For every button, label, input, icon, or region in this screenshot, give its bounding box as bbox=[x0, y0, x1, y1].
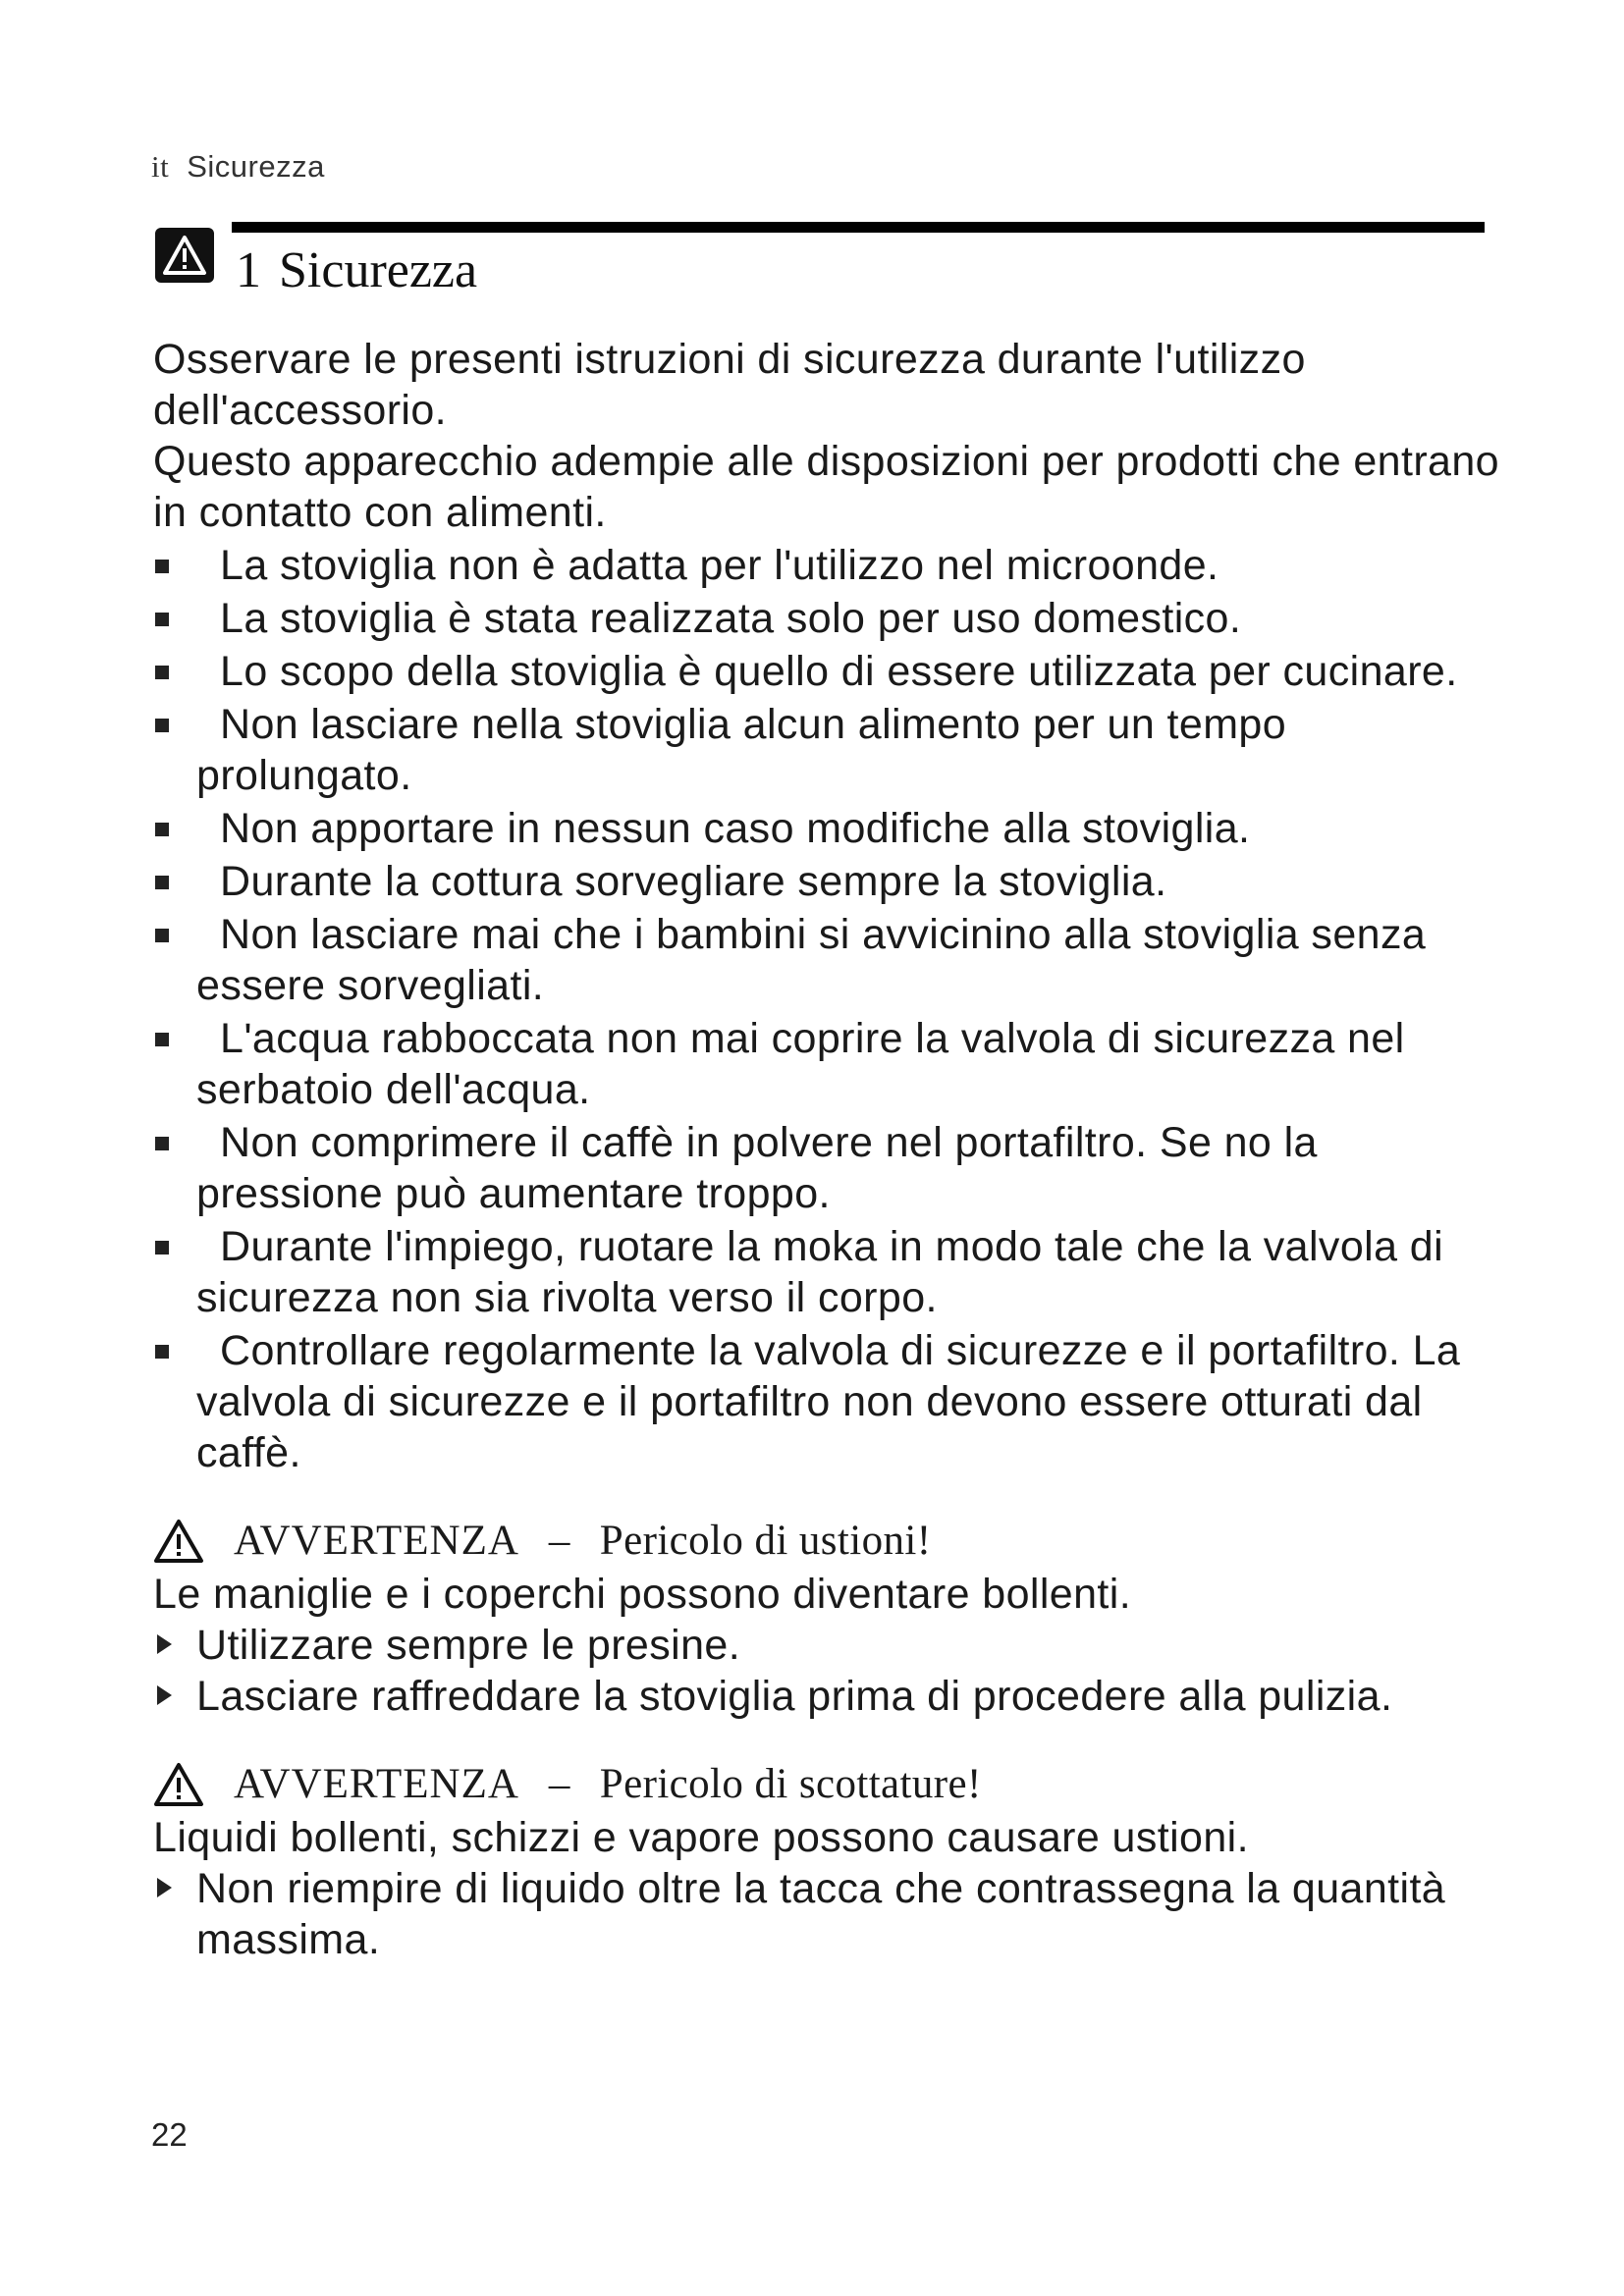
list-item: Non comprimere il caffè in polvere nel portafiltro. Se no la pressione può aumentare troppo. bbox=[153, 1117, 1508, 1219]
list-item: Durante l'impiego, ruotare la moka in modo tale che la valvola di sicurezza non sia rivolta verso il corpo. bbox=[153, 1221, 1508, 1323]
list-item: Non apportare in nessun caso modifiche alla stoviglia. bbox=[153, 803, 1508, 854]
warning-text: Le maniglie e i coperchi possono diventare bollenti. bbox=[153, 1571, 1132, 1618]
list-item: Durante la cottura sorvegliare sempre la stoviglia. bbox=[153, 856, 1508, 907]
intro-paragraph-1: Osservare le presenti istruzioni di sicurezza durante l'utilizzo dell'accessorio. bbox=[153, 336, 1306, 434]
intro-paragraph-2: Questo apparecchio adempie alle disposizioni per prodotti che entrano in contatto con alimenti. bbox=[153, 438, 1499, 536]
safety-list bbox=[153, 540, 1508, 1478]
bullet-square-icon bbox=[155, 1033, 169, 1046]
warning-dash: – bbox=[548, 1518, 570, 1564]
bullet-square-icon bbox=[155, 823, 169, 836]
bullet-square-icon bbox=[155, 1345, 169, 1359]
page-title bbox=[236, 241, 477, 299]
bullet-square-icon bbox=[155, 719, 169, 732]
list-item: Utilizzare sempre le presine. bbox=[153, 1620, 1508, 1671]
bullet-square-icon bbox=[155, 666, 169, 679]
warning-steps bbox=[153, 1620, 1508, 1722]
warning-hazard: Pericolo di scottature! bbox=[599, 1761, 982, 1807]
warning-triangle-icon bbox=[153, 1519, 204, 1564]
bullet-square-icon bbox=[155, 613, 169, 626]
list-item: L'acqua rabboccata non mai coprire la valvola di sicurezza nel serbatoio dell'acqua. bbox=[153, 1013, 1508, 1115]
warning-steps bbox=[153, 1863, 1508, 1965]
list-item: Controllare regolarmente la valvola di sicurezze e il portafiltro. La valvola di sicurezze e il portafiltro non devono essere otturati dal caffè. bbox=[153, 1325, 1508, 1478]
document-body bbox=[153, 334, 1508, 1965]
list-item: Non lasciare nella stoviglia alcun alimento per un tempo prolungato. bbox=[153, 699, 1508, 801]
list-item: La stoviglia è stata realizzata solo per uso domestico. bbox=[153, 593, 1508, 644]
warning-scalds bbox=[153, 1757, 1508, 1965]
list-item: Lasciare raffreddare la stoviglia prima di procedere alla pulizia. bbox=[153, 1671, 1508, 1722]
bullet-square-icon bbox=[155, 929, 169, 942]
step-arrow-icon bbox=[157, 1634, 172, 1654]
warning-burns bbox=[153, 1514, 1508, 1722]
warning-hazard: Pericolo di ustioni! bbox=[599, 1518, 932, 1564]
list-item: Lo scopo della stoviglia è quello di essere utilizzata per cucinare. bbox=[153, 646, 1508, 697]
warning-box-icon bbox=[153, 226, 216, 285]
warning-heading bbox=[153, 1757, 1508, 1812]
title-text: Sicurezza bbox=[279, 242, 478, 298]
bullet-square-icon bbox=[155, 1241, 169, 1255]
running-header bbox=[151, 149, 325, 185]
warning-label: AVVERTENZA bbox=[234, 1518, 519, 1564]
warning-heading bbox=[153, 1514, 1508, 1569]
list-item: La stoviglia non è adatta per l'utilizzo nel microonde. bbox=[153, 540, 1508, 591]
bullet-square-icon bbox=[155, 1137, 169, 1150]
header-section: Sicurezza bbox=[187, 149, 325, 184]
section-rule bbox=[232, 222, 1485, 233]
title-number: 1 bbox=[236, 242, 261, 298]
warning-text: Liquidi bollenti, schizzi e vapore possono causare ustioni. bbox=[153, 1814, 1249, 1861]
step-arrow-icon bbox=[157, 1685, 172, 1705]
list-item: Non riempire di liquido oltre la tacca che contrassegna la quantità massima. bbox=[153, 1863, 1508, 1965]
bullet-square-icon bbox=[155, 560, 169, 573]
warning-triangle-icon bbox=[153, 1762, 204, 1807]
warning-label: AVVERTENZA bbox=[234, 1761, 519, 1807]
bullet-square-icon bbox=[155, 876, 169, 889]
warning-dash: – bbox=[548, 1761, 570, 1807]
step-arrow-icon bbox=[157, 1878, 172, 1897]
page-number: 22 bbox=[151, 2116, 188, 2153]
header-language: it bbox=[151, 149, 170, 184]
list-item: Non lasciare mai che i bambini si avvicinino alla stoviglia senza essere sorvegliati. bbox=[153, 909, 1508, 1011]
